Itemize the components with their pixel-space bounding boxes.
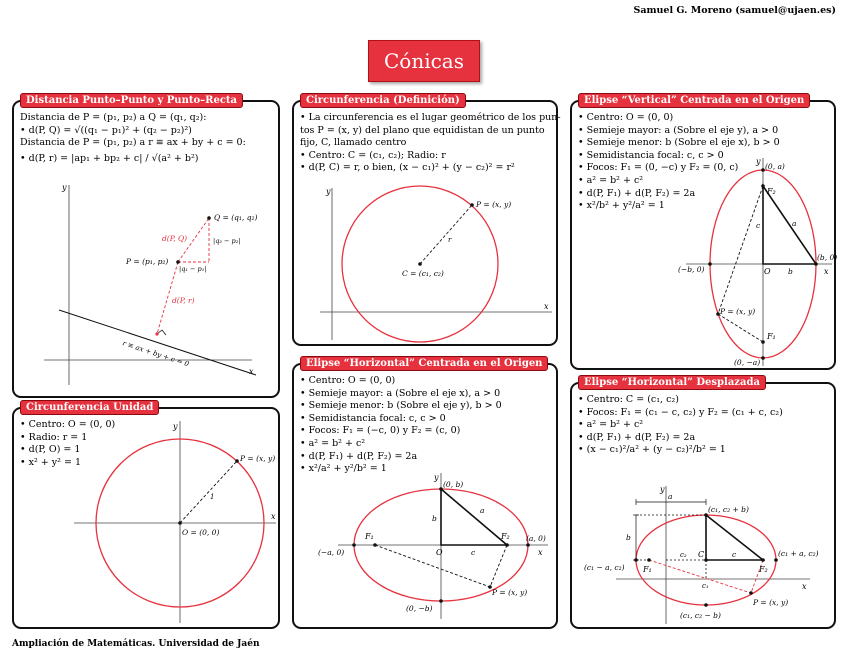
box-content <box>300 375 550 476</box>
radius <box>420 205 472 264</box>
text-line: • Semieje menor: b (Sobre el eje x), b > 0 <box>578 137 780 149</box>
label-c: c <box>471 548 476 557</box>
point-q <box>207 216 211 220</box>
label-right: (c₁ + a, c₂) <box>778 549 819 558</box>
author: Samuel G. Moreno (samuel@ujaen.es) <box>633 5 836 16</box>
text-line: • Centro: O = (0, 0) <box>578 112 674 123</box>
text-line: • Focos: F₁ = (0, −c) y F₂ = (0, c) <box>578 162 739 174</box>
label-c2: c₂ <box>680 551 687 559</box>
text-line: tos P = (x, y) del plano que equidistan de un punto <box>300 124 545 136</box>
footer: Ampliación de Matemáticas. Universidad de Jaén <box>12 639 260 649</box>
label-top: (0, a) <box>765 162 785 171</box>
label-a: a <box>480 506 485 515</box>
distance-figure <box>14 170 278 396</box>
label-b: b <box>788 267 793 276</box>
text-line: • Centro: O = (0, 0) <box>300 375 396 386</box>
label-dpr: d(P, r) <box>172 296 195 305</box>
label-r: 1 <box>210 493 215 501</box>
label-p: P = (x, y) <box>492 588 528 597</box>
text-line: • x² + y² = 1 <box>20 456 82 468</box>
text-line: fijo, C, llamado centro <box>300 137 407 149</box>
label-o: O <box>436 548 443 557</box>
label-a: a <box>792 219 797 228</box>
text-line: Distancia de P = (p₁, p₂) a Q = (q₁, q₂): <box>20 112 207 123</box>
label-right: (a, 0) <box>526 534 546 543</box>
box-title: Elipse “Vertical” Centrada en el Origen <box>578 93 810 108</box>
triangle <box>441 489 507 545</box>
label-a: a <box>668 492 673 501</box>
label-bottom: (0, −a) <box>734 358 761 367</box>
text-line: • Semidistancia focal: c, c > 0 <box>578 149 724 161</box>
label-left: (−b, 0) <box>678 265 705 274</box>
circle-figure <box>316 182 556 344</box>
label-p: P = (p₁, p₂) <box>126 257 169 266</box>
text-line: • Focos: F₁ = (c₁ − c, c₂) y F₂ = (c₁ + c, c₂) <box>578 406 783 418</box>
text-line: • d(P, F₁) + d(P, F₂) = 2a <box>300 450 418 462</box>
label-dq: |q₂ − p₂| <box>213 237 241 245</box>
text-line: • (x − c₁)²/a² + (y − c₂)²/b² = 1 <box>578 444 726 456</box>
y-label: y <box>756 157 761 166</box>
label-o: O = (0, 0) <box>182 528 220 537</box>
label-dp: |q₁ − p₁| <box>179 265 207 273</box>
text-line: • Semieje mayor: a (Sobre el eje y), a > 0 <box>578 124 779 136</box>
radius <box>180 461 237 523</box>
label-left: (c₁ − a, c₂) <box>584 563 625 572</box>
label-top: (0, b) <box>443 480 464 489</box>
x-label: x <box>824 267 829 276</box>
text-line: • Focos: F₁ = (−c, 0) y F₂ = (c, 0) <box>300 425 461 437</box>
text-line: • d(P, F₁) + d(P, F₂) = 2a <box>578 187 696 199</box>
ellipse-horizontal-figure <box>298 469 556 627</box>
text-line: • Radio: r = 1 <box>20 431 88 443</box>
label-line: r ≡ ax + by + c = 0 <box>121 339 190 369</box>
label-f2: F₂ <box>501 532 510 541</box>
box-elipse-horizontal <box>292 358 558 629</box>
label-c: C = (c₁, c₂) <box>402 269 444 278</box>
x-label: x <box>249 367 254 376</box>
x-label: x <box>802 582 807 591</box>
label-right: (b, 0) <box>817 253 838 262</box>
box-content <box>578 394 828 457</box>
box-elipse-desplazada <box>570 377 836 629</box>
label-left: (−a, 0) <box>318 548 345 557</box>
label-f2: F₂ <box>759 565 768 574</box>
box-content <box>300 112 561 175</box>
label-c-center: C <box>698 550 705 559</box>
text-line: • d(P, O) = 1 <box>20 444 81 456</box>
text-line: • Centro: C = (c₁, c₂) <box>578 394 679 405</box>
triangle <box>763 186 816 264</box>
label-p: P = (x, y) <box>240 454 276 463</box>
label-f1: F₁ <box>767 332 776 341</box>
text-line: • Semieje mayor: a (Sobre el eje x), a > 0 <box>300 387 501 399</box>
text-line: • Centro: O = (0, 0) <box>20 419 116 430</box>
text-line: • x²/b² + y²/a² = 1 <box>578 200 665 212</box>
text-line: • a² = b² + c² <box>578 174 644 186</box>
text-line: • a² = b² + c² <box>578 419 644 431</box>
x-label: x <box>544 302 549 311</box>
line-r <box>59 310 256 375</box>
box-title: Distancia Punto–Punto y Punto–Recta <box>20 93 243 108</box>
text-line: • x²/a² + y²/b² = 1 <box>300 463 387 475</box>
text-line: • d(P, C) = r, o bien, (x − c₁)² + (y − c₂)² = r² <box>300 162 515 174</box>
y-label: y <box>62 183 67 192</box>
label-b: b <box>432 514 437 523</box>
label-b: b <box>626 533 631 542</box>
text-line: • Semieje menor: b (Sobre el eje y), b > 0 <box>300 400 502 412</box>
label-f2: F₂ <box>767 187 776 196</box>
box-title: Elipse “Horizontal” Centrada en el Origen <box>300 356 548 371</box>
text-line: • d(P, Q) = √((q₁ − p₁)² + (q₂ − p₂)²) <box>20 124 192 136</box>
box-distancia <box>12 95 280 398</box>
label-q: Q = (q₁, q₂) <box>214 213 258 222</box>
page-title: Cónicas <box>368 40 480 82</box>
label-dpq: d(P, Q) <box>162 234 188 243</box>
unit-circle-figure <box>74 415 278 627</box>
ellipse-shifted-figure <box>576 482 834 627</box>
point-p <box>176 260 180 264</box>
box-circunferencia-unidad <box>12 402 280 629</box>
text-line: • Centro: C = (c₁, c₂); Radio: r <box>300 149 446 161</box>
label-p: P = (x, y) <box>753 598 789 607</box>
text-line: • Semidistancia focal: c, c > 0 <box>300 412 446 424</box>
label-p: P = (x, y) <box>720 307 756 316</box>
label-c: c <box>732 550 737 559</box>
box-title: Circunferencia (Definición) <box>300 93 466 108</box>
label-f1: F₁ <box>365 532 374 541</box>
label-p: P = (x, y) <box>476 200 512 209</box>
label-c: c <box>756 221 761 230</box>
x-label: x <box>271 512 276 521</box>
label-top: (c₁, c₂ + b) <box>708 505 749 514</box>
box-content <box>20 112 272 165</box>
text-line: • d(P, r) = |ap₁ + bp₂ + c| / √(a² + b²) <box>20 152 199 164</box>
y-label: y <box>326 187 331 196</box>
label-f1: F₁ <box>643 565 652 574</box>
text-line: • La circunferencia es el lugar geométrico de los pun- <box>300 112 561 123</box>
text-line: • d(P, F₁) + d(P, F₂) = 2a <box>578 431 696 443</box>
box-title: Circunferencia Unidad <box>20 400 159 415</box>
box-elipse-vertical <box>570 95 838 370</box>
label-r: r <box>448 236 452 244</box>
ellipse-vertical-figure <box>676 156 838 368</box>
y-label: y <box>434 473 439 482</box>
text-line: Distancia de P = (p₁, p₂) a r ≡ ax + by + c = 0: <box>20 137 246 149</box>
box-title: Elipse “Horizontal” Desplazada <box>578 375 766 390</box>
label-bottom: (c₁, c₂ − b) <box>680 611 721 620</box>
label-bottom: (0, −b) <box>406 604 433 613</box>
box-circunferencia-definicion <box>292 95 561 346</box>
label-c1: c₁ <box>702 582 709 590</box>
y-label: y <box>173 422 178 431</box>
y-label: y <box>660 485 665 494</box>
x-label: x <box>538 548 543 557</box>
text-line: • a² = b² + c² <box>300 437 366 449</box>
label-o: O <box>764 267 771 276</box>
